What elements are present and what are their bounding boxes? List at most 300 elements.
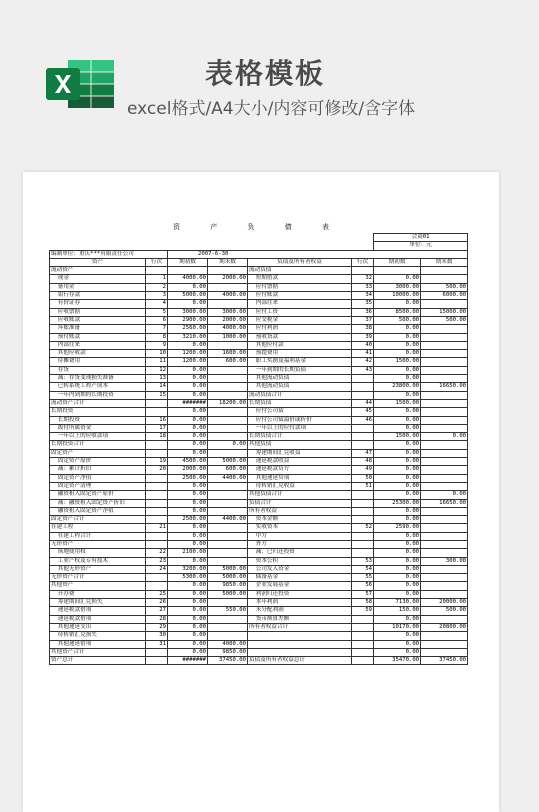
table-cell: 筹建期间汇兑收益	[248, 449, 352, 457]
table-cell: 1500.00	[374, 358, 421, 366]
table-cell: 8500.00	[374, 308, 421, 316]
table-cell	[421, 358, 468, 366]
table-cell: 300.00	[421, 557, 468, 565]
table-cell: 一年以上的应付款项	[248, 424, 352, 432]
table-cell: 5	[146, 308, 168, 316]
table-cell	[352, 540, 374, 548]
table-cell: 26	[146, 599, 168, 607]
table-cell: #######	[168, 657, 208, 665]
table-cell: 14	[146, 383, 168, 391]
table-cell	[208, 424, 248, 432]
table-cell	[146, 441, 168, 449]
table-cell: 28	[146, 615, 168, 623]
table-cell: 筹建期间汇兑损失	[50, 599, 146, 607]
table-cell: 其他资产	[50, 582, 146, 590]
table-cell: 18200.00	[208, 399, 248, 407]
table-cell	[352, 532, 374, 540]
table-cell: 所有者权益	[248, 507, 352, 515]
table-cell: 0.00	[168, 590, 208, 598]
table-cell: 23	[146, 557, 168, 565]
table-cell: 3200.00	[168, 565, 208, 573]
table-cell	[421, 640, 468, 648]
table-row	[50, 532, 468, 540]
table-cell: 减：已归还投资	[248, 549, 352, 557]
table-cell: 0.00	[168, 491, 208, 499]
table-cell: 应付公司债溢价或折价	[248, 416, 352, 424]
table-cell: 36	[352, 308, 374, 316]
table-cell	[352, 375, 374, 383]
table-cell: 52	[352, 524, 374, 532]
table-cell: 短期借款	[248, 275, 352, 283]
table-cell	[248, 640, 352, 648]
table-cell: 预提费用	[248, 350, 352, 358]
table-row	[50, 657, 468, 665]
table-row	[50, 474, 468, 482]
table-cell: 预付账款	[50, 333, 146, 341]
table-cell	[146, 516, 168, 524]
table-cell	[421, 333, 468, 341]
table-row	[50, 524, 468, 532]
table-cell: 4000.00	[208, 325, 248, 333]
table-cell: 20	[146, 466, 168, 474]
table-cell: 流动资产	[50, 267, 146, 275]
table-cell: 47	[352, 449, 374, 457]
table-cell: 25300.00	[374, 499, 421, 507]
table-cell	[248, 632, 352, 640]
table-cell	[208, 375, 248, 383]
table-cell: 0.00	[168, 524, 208, 532]
table-cell: 53	[352, 557, 374, 565]
column-header: 行次	[352, 258, 374, 266]
table-cell	[421, 648, 468, 656]
table-row	[50, 441, 468, 449]
table-cell: 12	[146, 366, 168, 374]
table-cell: 递延税款借项	[50, 607, 146, 615]
table-cell: 4000.00	[208, 292, 248, 300]
table-cell: 500.00	[421, 316, 468, 324]
table-row	[50, 607, 468, 615]
table-cell: 坏账准备	[50, 325, 146, 333]
table-cell: 0.00	[374, 366, 421, 374]
table-cell: 0.00	[374, 325, 421, 333]
table-cell: 35470.00	[374, 657, 421, 665]
table-cell: 应收票据	[50, 308, 146, 316]
table-cell	[352, 499, 374, 507]
table-cell: 500.00	[421, 607, 468, 615]
table-row	[50, 391, 468, 399]
table-cell	[421, 375, 468, 383]
table-row	[50, 292, 468, 300]
table-cell: 18	[146, 433, 168, 441]
table-cell: 1	[146, 275, 168, 283]
table-cell: 5000.00	[208, 458, 248, 466]
table-cell	[421, 482, 468, 490]
table-row	[50, 316, 468, 324]
table-cell	[208, 449, 248, 457]
table-row	[50, 516, 468, 524]
table-cell: 流动负债	[248, 267, 352, 275]
page-title: 表格模板	[205, 57, 326, 90]
form-number-row	[50, 234, 468, 242]
table-row	[50, 383, 468, 391]
table-row	[50, 341, 468, 349]
column-header: 期末数	[421, 258, 468, 266]
table-cell: 27	[146, 607, 168, 615]
table-cell: 30	[146, 632, 168, 640]
table-cell: 0.00	[168, 433, 208, 441]
table-cell: 0.00	[374, 565, 421, 573]
table-cell: 2100.00	[168, 549, 208, 557]
table-cell: 54	[352, 565, 374, 573]
table-cell: 0.00	[374, 582, 421, 590]
table-cell	[208, 524, 248, 532]
table-cell: 15000.00	[421, 308, 468, 316]
table-row	[50, 482, 468, 490]
table-cell: 其他递延借项	[50, 640, 146, 648]
table-cell: 25	[146, 590, 168, 598]
table-cell	[352, 507, 374, 515]
table-cell: 0.00	[168, 557, 208, 565]
table-cell	[352, 491, 374, 499]
table-cell	[146, 507, 168, 515]
table-cell: 10	[146, 350, 168, 358]
table-cell	[421, 615, 468, 623]
table-cell: 550.00	[208, 607, 248, 615]
table-cell: 5000.00	[208, 574, 248, 582]
table-cell	[421, 399, 468, 407]
table-cell: 备用金	[50, 283, 146, 291]
table-cell: 长期投资	[50, 408, 146, 416]
table-cell: 融资租入固定资产原价	[50, 491, 146, 499]
table-cell: 递延税款收益	[248, 458, 352, 466]
table-cell	[208, 283, 248, 291]
table-cell: 59	[352, 607, 374, 615]
table-cell: 29	[146, 623, 168, 631]
table-cell	[208, 366, 248, 374]
table-cell	[352, 623, 374, 631]
table-cell	[352, 640, 374, 648]
table-cell: 在建工程合计	[50, 532, 146, 540]
table-row	[50, 623, 468, 631]
table-cell: #######	[168, 399, 208, 407]
table-cell: 0.00	[168, 283, 208, 291]
table-row	[50, 375, 468, 383]
table-cell	[421, 532, 468, 540]
report-date: 2007-6-30	[168, 250, 468, 258]
table-cell: 0.00	[168, 482, 208, 490]
table-cell: 3000.00	[168, 308, 208, 316]
table-cell: 0.00	[374, 474, 421, 482]
table-cell: 其他递延贷项	[248, 474, 352, 482]
table-row	[50, 308, 468, 316]
table-cell	[421, 424, 468, 432]
table-row	[50, 574, 468, 582]
table-cell: 0.00	[374, 491, 421, 499]
table-row	[50, 433, 468, 441]
table-cell	[146, 582, 168, 590]
table-row	[50, 565, 468, 573]
table-cell: 企业发展基金	[248, 582, 352, 590]
table-cell	[208, 615, 248, 623]
table-row	[50, 325, 468, 333]
table-cell: 0.00	[168, 424, 208, 432]
table-cell: 2560.00	[168, 325, 208, 333]
header-row	[50, 258, 468, 266]
unit-row	[50, 242, 468, 250]
table-cell: 长期投资	[50, 416, 146, 424]
table-cell: 长期负债合计	[248, 433, 352, 441]
table-cell	[208, 408, 248, 416]
table-cell: 递延税款贷方	[248, 466, 352, 474]
table-cell: 0.00	[168, 632, 208, 640]
table-cell: 在建工程	[50, 524, 146, 532]
table-cell: 0.00	[374, 391, 421, 399]
table-cell	[146, 399, 168, 407]
table-cell: 1500.00	[374, 433, 421, 441]
table-row	[50, 499, 468, 507]
table-cell	[146, 574, 168, 582]
table-cell: 待摊费用	[50, 358, 146, 366]
table-row	[50, 557, 468, 565]
table-cell: 9850.00	[208, 582, 248, 590]
table-cell: 3000.00	[374, 283, 421, 291]
table-cell: 2000.00	[168, 466, 208, 474]
table-cell: 负债合计	[248, 499, 352, 507]
company-name: 编制单位：重庆***有限责任公司	[50, 250, 168, 258]
table-cell	[352, 648, 374, 656]
table-cell: 32	[352, 275, 374, 283]
table-cell: 0.00	[168, 599, 208, 607]
table-cell: 1500.00	[374, 399, 421, 407]
table-cell: 2900.00	[168, 316, 208, 324]
table-cell: 1600.00	[208, 350, 248, 358]
table-cell: 所有者权益合计	[248, 623, 352, 631]
table-cell: 资产总计	[50, 657, 146, 665]
table-cell: 0.00	[168, 582, 208, 590]
table-row	[50, 599, 468, 607]
table-cell	[421, 582, 468, 590]
table-cell: 存货	[50, 366, 146, 374]
table-cell	[146, 648, 168, 656]
table-row	[50, 267, 468, 275]
table-cell: 2500.00	[168, 474, 208, 482]
table-cell: 0.00	[374, 516, 421, 524]
table-cell: 16650.00	[421, 499, 468, 507]
table-cell: 其他负债合计	[248, 491, 352, 499]
table-cell: 0.00	[374, 375, 421, 383]
table-cell: 0.00	[168, 416, 208, 424]
table-cell: 其他负债	[248, 441, 352, 449]
table-cell	[208, 499, 248, 507]
table-cell	[146, 267, 168, 275]
table-cell: 流动资产合计	[50, 399, 146, 407]
table-cell	[421, 565, 468, 573]
table-cell: 0.00	[374, 540, 421, 548]
table-row	[50, 507, 468, 515]
table-cell: 0.00	[374, 615, 421, 623]
table-cell	[146, 540, 168, 548]
table-cell	[352, 383, 374, 391]
table-cell: 21	[146, 524, 168, 532]
table-cell: 0.00	[374, 466, 421, 474]
table-cell: 0.00	[208, 441, 248, 449]
table-cell: 递延税款借项	[50, 615, 146, 623]
table-cell	[208, 416, 248, 424]
table-cell	[208, 482, 248, 490]
table-cell: 2	[146, 283, 168, 291]
unit-label: 单位：元	[374, 242, 468, 250]
table-row	[50, 350, 468, 358]
table-cell: 固定资产清理	[50, 482, 146, 490]
table-cell: 16650.00	[421, 383, 468, 391]
table-cell: 0.00	[168, 449, 208, 457]
table-row	[50, 582, 468, 590]
sheet-title: 资 产 负 债 表	[173, 223, 343, 231]
table-cell	[146, 532, 168, 540]
form-number: 会商01	[374, 234, 468, 242]
table-cell: 38	[352, 325, 374, 333]
table-cell: 0.00	[374, 449, 421, 457]
table-cell: 2590.00	[374, 524, 421, 532]
table-cell: 固定资产原价	[50, 458, 146, 466]
table-cell: 600.00	[208, 358, 248, 366]
table-cell: 货币换算差额	[248, 615, 352, 623]
table-cell: 有价证券	[50, 300, 146, 308]
table-cell: 其他流动负债	[248, 383, 352, 391]
table-cell: 23800.00	[374, 383, 421, 391]
table-cell: 其他应付款	[248, 341, 352, 349]
table-cell: 0.00	[374, 350, 421, 358]
table-cell	[208, 267, 248, 275]
table-cell: 应付工资	[248, 308, 352, 316]
table-cell: 无形资产合计	[50, 574, 146, 582]
table-cell: 58	[352, 599, 374, 607]
table-cell: 37450.00	[421, 657, 468, 665]
table-cell: 0.00	[374, 458, 421, 466]
table-cell	[208, 383, 248, 391]
table-cell	[146, 449, 168, 457]
table-cell: 2000.00	[208, 275, 248, 283]
table-cell: 0.00	[168, 408, 208, 416]
table-cell	[421, 449, 468, 457]
table-cell: 9850.00	[208, 648, 248, 656]
table-cell: 0.00	[374, 424, 421, 432]
column-header: 行次	[146, 258, 168, 266]
table-cell: 49	[352, 466, 374, 474]
company-row	[50, 250, 468, 258]
table-row	[50, 283, 468, 291]
table-row	[50, 358, 468, 366]
table-cell	[352, 657, 374, 665]
table-cell	[421, 350, 468, 358]
table-cell: 51	[352, 482, 374, 490]
table-cell: 其他流动负债	[248, 375, 352, 383]
table-cell: 20000.00	[421, 599, 468, 607]
table-cell: 待转销汇兑损失	[50, 632, 146, 640]
table-cell: 600.00	[208, 466, 248, 474]
table-cell: 31	[146, 640, 168, 648]
table-row	[50, 540, 468, 548]
table-cell: 1200.00	[168, 358, 208, 366]
table-row	[50, 300, 468, 308]
table-cell: 0.00	[374, 441, 421, 449]
balance-sheet	[49, 222, 467, 665]
table-cell	[208, 540, 248, 548]
table-cell: 一年以上的应收款项	[50, 433, 146, 441]
page-subtitle: excel格式/A4大小/内容可修改/含字体	[127, 99, 416, 119]
table-cell: 0.00	[421, 491, 468, 499]
table-row	[50, 491, 468, 499]
table-row	[50, 333, 468, 341]
table-cell: 应付利润	[248, 325, 352, 333]
table-cell: 0.00	[374, 640, 421, 648]
table-cell: 0.00	[374, 574, 421, 582]
table-cell	[208, 391, 248, 399]
table-cell	[352, 632, 374, 640]
table-cell: 一年内到期的长期投资	[50, 391, 146, 399]
table-cell: 预收货款	[248, 333, 352, 341]
table-cell: 应收账款	[50, 316, 146, 324]
table-cell: 资本金额	[248, 516, 352, 524]
table-row	[50, 640, 468, 648]
table-cell: 0.00	[168, 648, 208, 656]
table-cell: 35	[352, 300, 374, 308]
table-cell: 固定资产	[50, 449, 146, 457]
table-cell: 17	[146, 424, 168, 432]
table-cell: 0.00	[374, 557, 421, 565]
table-cell	[352, 391, 374, 399]
table-cell: 0.00	[168, 607, 208, 615]
table-cell: 其他资产合计	[50, 648, 146, 656]
table-cell: 57	[352, 590, 374, 598]
table-cell: 13	[146, 375, 168, 383]
table-cell	[208, 632, 248, 640]
table-cell	[421, 466, 468, 474]
table-cell: 2500.00	[168, 516, 208, 524]
table-cell: 银行存款	[50, 292, 146, 300]
table-row	[50, 449, 468, 457]
table-cell: 其他应收款	[50, 350, 146, 358]
table-cell	[208, 623, 248, 631]
table-row	[50, 549, 468, 557]
table-cell: 流动负债合计	[248, 391, 352, 399]
table-cell	[421, 507, 468, 515]
table-cell: 6	[146, 316, 168, 324]
table-cell	[421, 366, 468, 374]
table-cell	[421, 524, 468, 532]
table-cell: 7130.00	[374, 599, 421, 607]
table-cell: 0.00	[168, 540, 208, 548]
table-cell	[421, 267, 468, 275]
table-cell: 0.00	[168, 375, 208, 383]
table-cell: 0.00	[374, 275, 421, 283]
table-cell: 0.00	[168, 391, 208, 399]
table-cell	[421, 408, 468, 416]
table-cell: 0.00	[168, 383, 208, 391]
table-cell: 34	[352, 292, 374, 300]
table-cell: 0.00	[168, 623, 208, 631]
table-cell	[421, 275, 468, 283]
table-cell	[421, 300, 468, 308]
table-cell: 500.00	[421, 283, 468, 291]
table-cell	[352, 433, 374, 441]
table-cell	[208, 433, 248, 441]
table-cell: 40	[352, 341, 374, 349]
table-cell: 19	[146, 458, 168, 466]
table-cell: 4400.00	[208, 516, 248, 524]
table-cell: 16	[146, 416, 168, 424]
table-cell: 应交税金	[248, 316, 352, 324]
